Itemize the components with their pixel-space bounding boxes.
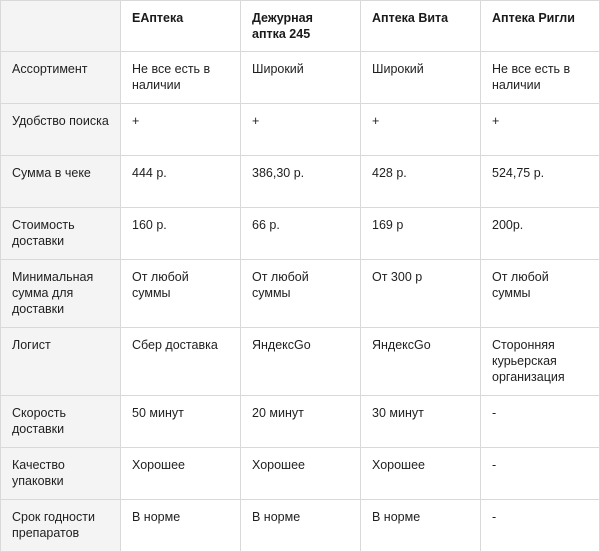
- table-row: [1, 448, 600, 500]
- row-header-cell: Удобство поиска: [1, 104, 121, 156]
- column-header-vita: Аптека Вита: [361, 1, 481, 52]
- table-cell: От любой суммы: [481, 260, 600, 328]
- table-cell: +: [481, 104, 600, 156]
- table-cell: Сбер доставка: [121, 328, 241, 396]
- table-cell: От любой суммы: [121, 260, 241, 328]
- table-cell: +: [121, 104, 241, 156]
- row-header-cell: Сумма в чеке: [1, 156, 121, 208]
- table-row: [1, 500, 600, 552]
- table-cell: ЯндексGo: [241, 328, 361, 396]
- table-cell: -: [481, 396, 600, 448]
- table-cell: -: [481, 448, 600, 500]
- table-cell: От 300 р: [361, 260, 481, 328]
- table-row: [1, 52, 600, 104]
- table-cell: 169 р: [361, 208, 481, 260]
- table-header-row: [1, 1, 600, 52]
- row-header-cell: Скорость доставки: [1, 396, 121, 448]
- table-row: [1, 208, 600, 260]
- table-cell: Хорошее: [241, 448, 361, 500]
- table-cell: Хорошее: [361, 448, 481, 500]
- table-cell: Не все есть в наличии: [481, 52, 600, 104]
- table-cell: 386,30 р.: [241, 156, 361, 208]
- table-cell: 30 минут: [361, 396, 481, 448]
- table-cell: 20 минут: [241, 396, 361, 448]
- table-row: [1, 156, 600, 208]
- table-row: [1, 104, 600, 156]
- table-cell: 444 р.: [121, 156, 241, 208]
- table-cell: Широкий: [361, 52, 481, 104]
- row-header-cell: Срок годности препаратов: [1, 500, 121, 552]
- table-cell: 428 р.: [361, 156, 481, 208]
- table-cell: В норме: [121, 500, 241, 552]
- table-cell: +: [361, 104, 481, 156]
- table-row: [1, 328, 600, 396]
- table-cell: В норме: [361, 500, 481, 552]
- table-cell: Широкий: [241, 52, 361, 104]
- table-cell: 160 р.: [121, 208, 241, 260]
- row-header-cell: Минимальная сумма для доставки: [1, 260, 121, 328]
- row-header-cell: Ассортимент: [1, 52, 121, 104]
- row-header-cell: Стоимость доставки: [1, 208, 121, 260]
- column-header-eapteka: ЕАптека: [121, 1, 241, 52]
- column-header-rigli: Аптека Ригли: [481, 1, 600, 52]
- table-cell: 66 р.: [241, 208, 361, 260]
- row-header-cell: Логист: [1, 328, 121, 396]
- table-cell: 524,75 р.: [481, 156, 600, 208]
- header-corner-cell: [1, 1, 121, 52]
- table-cell: ЯндексGo: [361, 328, 481, 396]
- table-cell: 50 минут: [121, 396, 241, 448]
- table-cell: В норме: [241, 500, 361, 552]
- table-row: [1, 260, 600, 328]
- table-cell: +: [241, 104, 361, 156]
- table-cell: От любой суммы: [241, 260, 361, 328]
- table-cell: -: [481, 500, 600, 552]
- row-header-cell: Качество упаковки: [1, 448, 121, 500]
- table-cell: Не все есть в наличии: [121, 52, 241, 104]
- table-cell: 200р.: [481, 208, 600, 260]
- column-header-dezhurnaya-245: Дежурная аптка 245: [241, 1, 361, 52]
- table-row: [1, 396, 600, 448]
- table-cell: Сторонняя курьерская организация: [481, 328, 600, 396]
- table-cell: Хорошее: [121, 448, 241, 500]
